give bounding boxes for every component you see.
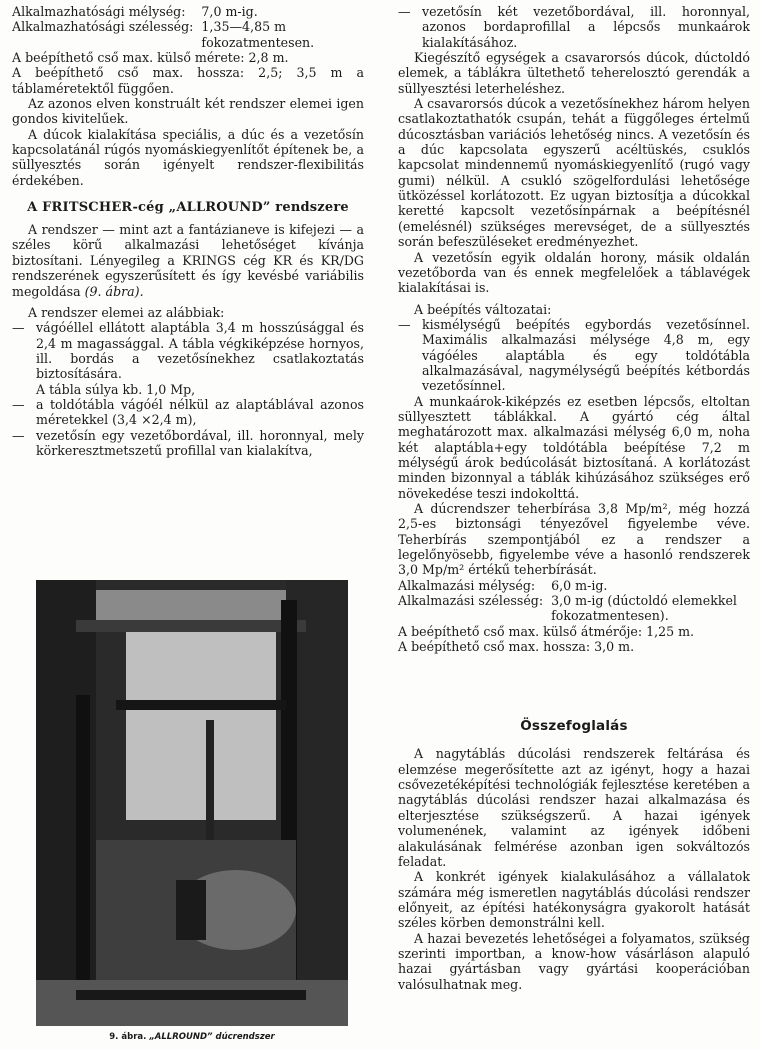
paragraph: A rendszer elemei az alábbiak:	[28, 304, 225, 320]
list-item: — vezetősín egy vezetőbordával, ill. horonnyal, mely körkeresztmetszetű profillal van kialakítva,	[12, 428, 364, 459]
list-item: — vezetősín két vezetőbordával, ill. horonnyal, azonos bordaprofillal a lépcsős munkaárok kialakításához.	[398, 4, 750, 50]
figure-caption	[36, 1032, 348, 1042]
list-item: — a toldótábla vágóél nélkül az alaptáblával azonos méretekkel (3,4 ×2,4 m),	[12, 397, 364, 428]
spec-row	[12, 4, 364, 19]
spec-key: Alkalmazási mélység:	[398, 577, 536, 593]
spec-value: 1,35—4,85 m fokozatmentesen.	[201, 19, 315, 50]
spec-table-left	[12, 4, 364, 50]
spec-row	[398, 593, 750, 624]
paragraph: A hazai bevezetés lehetőségei a folyamatos, szükség szerinti importban, a know-how vásárláson alapuló hazai gyártásban vagy gyártási kooperációban valósulhatnak meg.	[398, 930, 750, 992]
paragraph: A munkaárok-kiképzés ez esetben lépcsős, eltoltan süllyesztett táblákkal. A gyártó cég által meghatározott max. alkalmazási mélység 6,0 m, noha két alaptábla+egy toldótábla beépítése 7,2 m mélységű árok bedúcolását biztosítaná. A korlátozást minden bizonnyal a táblák kihúzásához szükséges erő növekedése teszi indokolttá.	[398, 393, 750, 501]
spec-value: 3,0 m-ig (dúctoldó elemekkel fokozatmentesen).	[551, 593, 737, 624]
component-list-cont	[398, 4, 750, 50]
paragraph: Az azonos elven konstruált két rendszer elemei igen gondos kivitelűek.	[12, 96, 364, 127]
paragraph	[12, 222, 364, 299]
spec-key: Alkalmazási szélesség:	[398, 593, 544, 609]
paragraph: A beépíthető cső max. külső mérete: 2,8 m.	[12, 50, 289, 66]
left-column	[12, 4, 364, 458]
paragraph: A beépíthető cső max. hossza: 3,0 m.	[398, 639, 635, 655]
spec-key: Alkalmazhatósági szélesség:	[12, 19, 194, 35]
list-item: — vágóéllel ellátott alaptábla 3,4 m hosszúsággal és 2,4 m magassággal. A tábla végkiképzése hornyos, ill. bordás a vezetősínekhez csatlakoztatás biztosítására.	[12, 320, 364, 381]
spec-value: 6,0 m-ig.	[551, 577, 608, 593]
right-column	[398, 4, 750, 992]
figure-reference: (9. ábra).	[84, 283, 144, 299]
paragraph: A dúcok kialakítása speciális, a dúc és a vezetősín kapcsolatánál rúgós nyomáskiegyenlítőt építenek be, a süllyesztés során igényelt rendszer-flexibilitás érdekében.	[12, 126, 364, 188]
section-heading: A FRITSCHER-cég „ALLROUND” rendszere	[27, 200, 349, 216]
trench-shoring-photo	[36, 580, 348, 1026]
paragraph: A konkrét igények kialakulásához a vállalatok számára még ismeretlen nagytáblás dúcolási rendszer előnyeit, az építési hatékonyságra gyakorolt hatását széles körben demonstrálni kell.	[398, 869, 750, 931]
variant-list	[398, 317, 750, 394]
paragraph: A beépítés változatai:	[414, 301, 552, 317]
list-item: — kismélységű beépítés egybordás vezetősínnel. Maximális alkalmazási mélysége 4,8 m, egy vágóéles alaptábla és egy toldótábla alkalmazásával, nagymélységű beépítés kétbordás vezetősínnel.	[398, 317, 750, 394]
paragraph: A csavarorsós dúcok a vezetősínekhez három helyen csatlakoztathatók csupán, tehát a függőleges értelmű dúcosztásban variációs lehetőség nincs. A vezetősín és a dúc kapcsolata egyszerű acéltüskés, csuklós kapcsolat mindennemű nyomáskiegyenlítő (rugó vagy gumi) nélkül. A csukló szögelfordulási lehetősége ütközéssel korlátozott. Ez ugyan biztosítja a dúcokkal keretté kapcsolt vezetősínpárnak a beépítésnél (emelésnél) szükséges merevséget, de a süllyesztés során befeszüléseket eredményezhet.	[398, 96, 750, 250]
spec-key: Alkalmazhatósági mélység:	[12, 4, 186, 19]
paragraph: A beépíthető cső max. külső átmérője: 1,25 m.	[398, 623, 695, 639]
paragraph: A nagytáblás dúcolási rendszerek feltárása és elemzése megerősítette azt az igényt, hogy a hazai csővezetéképítési technológiák fejlesztése keretében a nagytáblás dúcolási rendszer hazai alkalmazása és elterjesztése szükségszerű. A hazai igények volumenének, valamint az igények időbeni alakulásának felmérése azonban igen sokváltozós feladat.	[398, 746, 750, 869]
spec-value: 7,0 m-ig.	[201, 4, 258, 19]
list-item: A tábla súlya kb. 1,0 Mp,	[36, 381, 196, 397]
spec-row	[398, 578, 750, 593]
paragraph: A dúcrendszer teherbírása 3,8 Mp/m², még hozzá 2,5-es biztonsági tényezővel figyelembe véve. Teherbírás szempontjából ez a rendszer a legelőnyösebb, figyelembe véve a hasonló rendszerek 3,0 Mp/m² értékű teherbírását.	[398, 501, 750, 578]
section-heading: Összefoglalás	[520, 718, 628, 735]
paragraph: Kiegészítő egységek a csavarorsós dúcok, dúctoldó elemek, a táblákra ültethető teherelosztó gerendák a süllyesztési leterheléshez.	[398, 50, 750, 96]
paragraph: A vezetősín egyik oldalán horony, másik oldalán vezetőborda van és ennek megfelelőek a táblavégek kialakításai is.	[398, 249, 750, 296]
component-list	[12, 320, 364, 458]
spec-table-right	[398, 578, 750, 624]
caption-number: 9. ábra.	[109, 1032, 147, 1042]
figure-photo	[36, 580, 348, 1026]
paragraph-text: A rendszer — mint azt a fantázianeve is kifejezi — a széles körű alkalmazási lehetőséget kívánja biztosítani. Lényegileg a KRINGS cég KR és KR/DG rendszerének egyszerűsített és így kevésbé variábilis megoldása	[12, 222, 364, 299]
paragraph: A beépíthető cső max. hossza: 2,5; 3,5 m a táblaméretektől függően.	[12, 65, 364, 96]
spec-row	[12, 19, 364, 50]
caption-text: „ALLROUND” dúcrendszer	[149, 1032, 275, 1042]
